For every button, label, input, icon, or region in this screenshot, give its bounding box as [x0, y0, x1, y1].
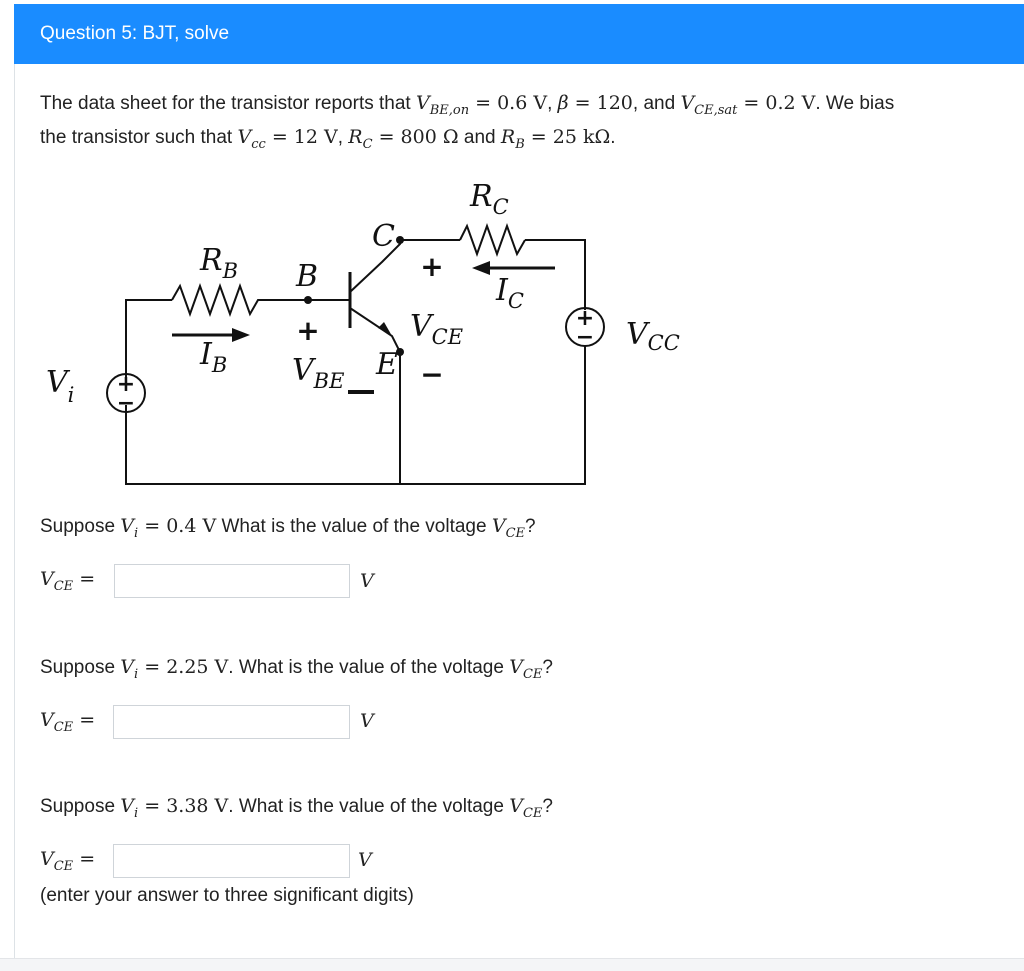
rb-value: = 25 kΩ — [524, 126, 611, 148]
rb-label: $R_B$ — [200, 243, 239, 283]
separator: and — [458, 127, 501, 148]
beta-value: = 120 — [568, 92, 633, 114]
intro-line-1 — [40, 92, 894, 118]
vbe-value: = 0.6 V — [469, 92, 548, 114]
vcesat-symbol: V — [680, 92, 695, 114]
wire — [126, 345, 585, 484]
question-title: Question 5: BJT, solve — [40, 23, 230, 44]
vbe-subscript: BE,on — [429, 102, 470, 118]
answer-3-unit: V — [358, 849, 372, 871]
answer-3-input[interactable] — [113, 844, 350, 878]
intro-text: The data sheet for the transistor reports that — [40, 93, 416, 114]
question-text: What is the value of the voltage — [238, 657, 510, 678]
vce-subscript: CE — [505, 525, 526, 541]
ic-label: $I_C$ — [496, 273, 524, 313]
emitter-wire — [350, 308, 400, 484]
vi-symbol: V — [120, 656, 135, 678]
wire — [126, 300, 172, 380]
vcesat-subscript: CE,sat — [694, 102, 738, 118]
vcc-source-minus: − — [575, 325, 595, 350]
beta-symbol: β — [557, 92, 569, 114]
emitter-label: E — [376, 347, 398, 382]
vi-subscript: i — [134, 805, 139, 821]
separator: , — [337, 127, 349, 148]
intro-text: the transistor such that — [40, 127, 238, 148]
vcc-source-plus: + — [575, 306, 595, 331]
question-mark: ? — [525, 516, 536, 537]
vi-label: $V_i$ — [46, 365, 75, 407]
rc-resistor — [460, 226, 525, 254]
base-label: B — [296, 259, 319, 294]
rb-resistor — [172, 286, 350, 314]
question-text: What is the value of the voltage — [238, 796, 510, 817]
vcesat-value: = 0.2 V — [737, 92, 816, 114]
vcc-subscript: cc — [251, 136, 266, 152]
vi-value: = 3.38 V — [138, 795, 229, 817]
intro-line-2 — [40, 126, 616, 152]
vi-subscript: i — [134, 525, 139, 541]
vce-minus: − — [420, 358, 444, 391]
question-3-prompt — [40, 795, 553, 821]
equals-sign: = — [73, 709, 96, 731]
ib-label: $I_B$ — [200, 337, 228, 377]
ic-arrowhead — [472, 261, 490, 275]
rc-subscript: C — [362, 136, 373, 152]
separator: , — [547, 93, 558, 114]
vce-symbol: V — [491, 515, 506, 537]
vce-symbol: V — [40, 848, 54, 870]
question-2-prompt — [40, 656, 553, 682]
rc-value: = 800 Ω — [372, 126, 459, 148]
rb-symbol: R — [500, 126, 516, 148]
answer-1-unit: V — [360, 570, 374, 592]
separator: . — [228, 657, 239, 678]
vi-symbol: V — [120, 795, 135, 817]
question-1-prompt — [40, 515, 536, 541]
question-text: Suppose — [40, 516, 121, 537]
answer-2-label — [40, 709, 95, 735]
collector-label: C — [372, 219, 395, 254]
answer-3-label — [40, 848, 95, 874]
vcc-symbol: V — [237, 126, 252, 148]
vi-value: = 2.25 V — [138, 656, 229, 678]
vce-subscript: CE — [522, 666, 543, 682]
separator: , and — [632, 93, 681, 114]
vce-symbol: V — [40, 568, 54, 590]
rc-symbol: R — [348, 126, 363, 148]
vce-subscript: CE — [53, 578, 74, 594]
wire — [525, 240, 585, 310]
vbe-label: $V_{BE}$ — [292, 353, 345, 393]
vi-symbol: V — [120, 515, 135, 537]
answer-2-input[interactable] — [113, 705, 350, 739]
vcc-value: = 12 V — [265, 126, 338, 148]
question-mark: ? — [542, 657, 553, 678]
emitter-arrowhead — [378, 322, 392, 336]
answer-1-input[interactable] — [114, 564, 350, 598]
vbe-plus: + — [296, 314, 320, 347]
vce-symbol: V — [509, 795, 523, 817]
question-text: What is the value of the voltage — [221, 516, 492, 537]
vce-subscript: CE — [53, 719, 74, 735]
question-mark: ? — [542, 796, 553, 817]
question-text: Suppose — [40, 657, 121, 678]
answer-1-label — [40, 568, 95, 594]
rb-subscript: B — [515, 136, 525, 152]
vce-subscript: CE — [522, 805, 543, 821]
vce-symbol: V — [509, 656, 523, 678]
vi-subscript: i — [134, 666, 139, 682]
page-footer-strip — [0, 958, 1024, 971]
collector-node — [396, 236, 404, 244]
bjt-circuit-diagram — [0, 170, 720, 490]
vce-plus: + — [420, 250, 444, 283]
vce-symbol: V — [40, 709, 54, 731]
base-node — [304, 296, 312, 304]
intro-text: . — [610, 127, 616, 148]
question-header — [14, 4, 1024, 64]
vcc-label: $V_{CC}$ — [626, 317, 680, 355]
ib-arrowhead — [232, 328, 250, 342]
vce-subscript: CE — [53, 858, 74, 874]
vi-value: = 0.4 V — [138, 515, 217, 537]
vi-source-minus: − — [116, 391, 136, 416]
rc-label: $R_C$ — [470, 179, 509, 219]
equals-sign: = — [73, 568, 96, 590]
question-text: Suppose — [40, 796, 121, 817]
answer-2-unit: V — [360, 710, 374, 732]
vbe-symbol: V — [415, 92, 430, 114]
vce-label: $V_{CE}$ — [410, 309, 464, 349]
equals-sign: = — [73, 848, 96, 870]
separator: . — [228, 796, 239, 817]
vi-source-plus: + — [116, 372, 136, 397]
intro-text: . We bias — [815, 93, 895, 114]
answer-instructions: (enter your answer to three significant digits) — [40, 885, 414, 906]
